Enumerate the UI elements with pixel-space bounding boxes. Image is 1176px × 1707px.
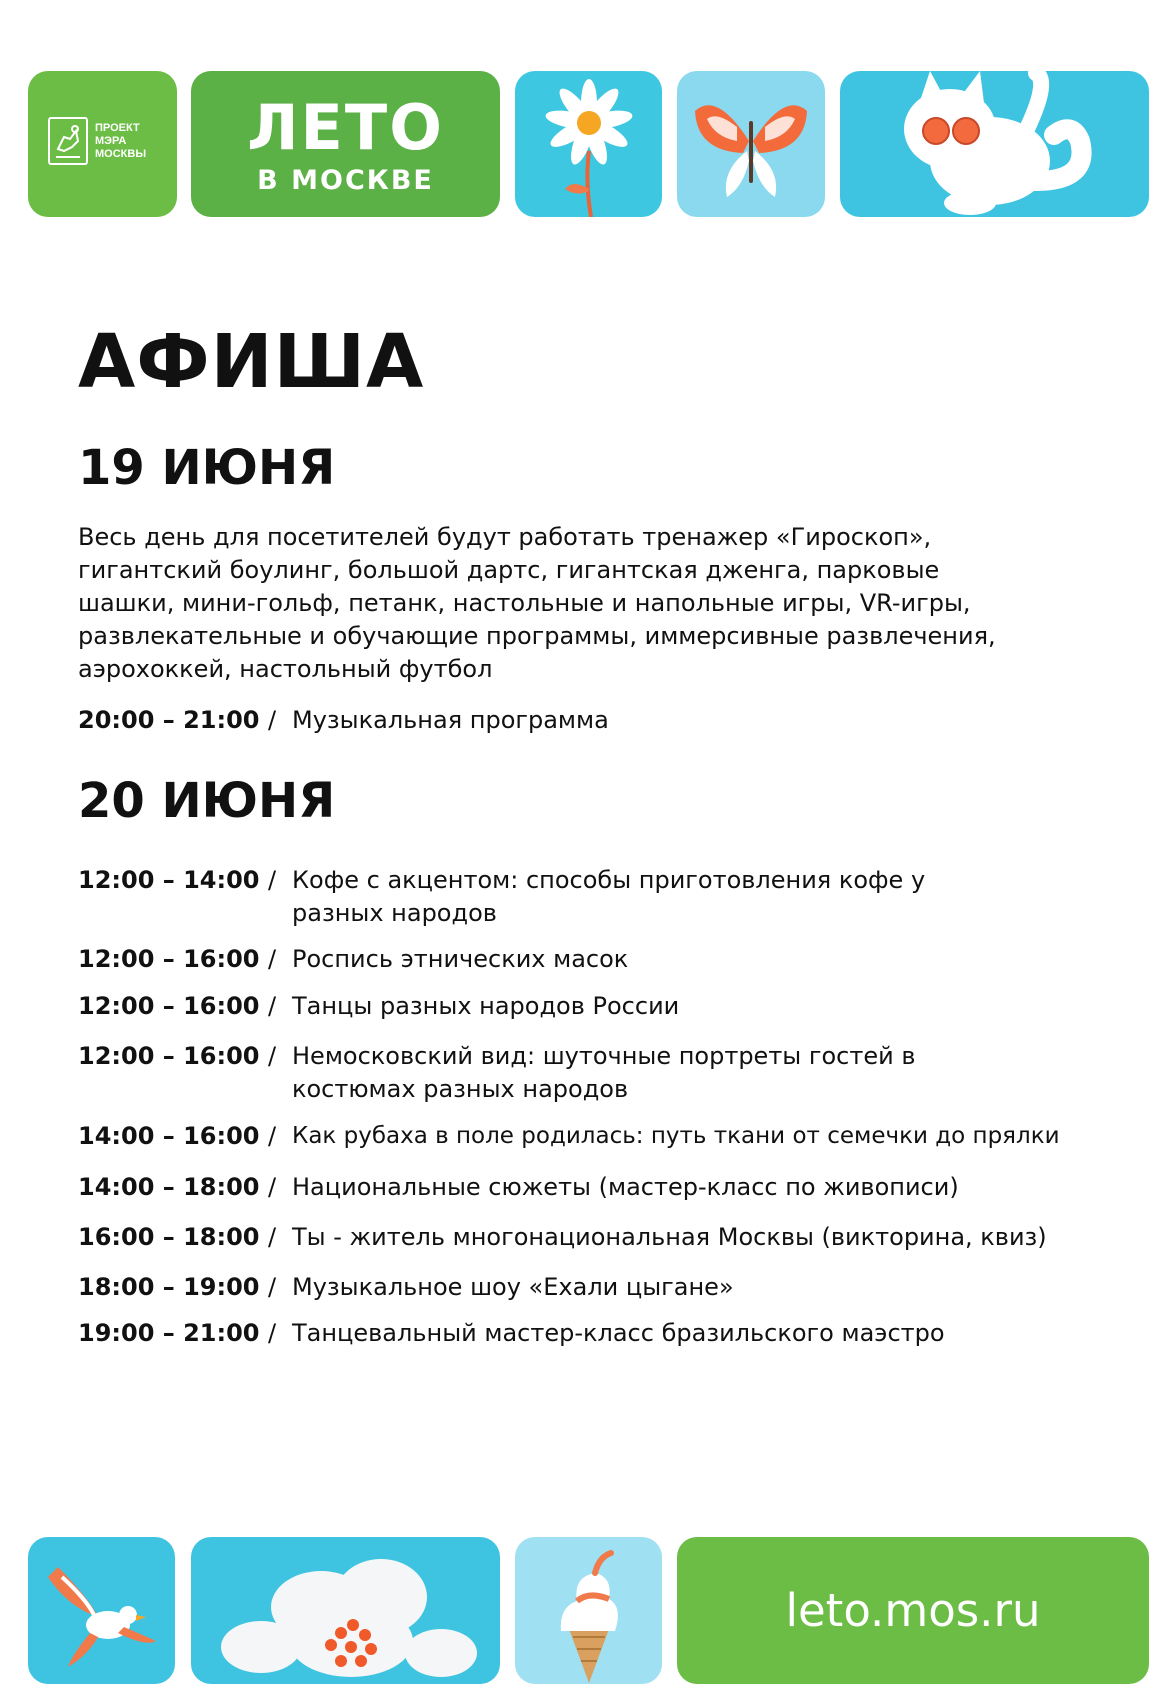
schedule-row: [78, 1120, 1176, 1153]
schedule-row: [78, 1271, 1122, 1304]
schedule-row: [78, 990, 1122, 1023]
event-title: Роспись этнических масок: [292, 945, 629, 973]
cat-tile: [840, 71, 1149, 217]
event-title: Музыкальное шоу «Ехали цыгане»: [292, 1273, 734, 1301]
flower-icon: [191, 1537, 500, 1684]
separator: /: [268, 866, 277, 894]
separator: /: [268, 706, 277, 734]
event-title: Танцы разных народов России: [292, 992, 680, 1020]
event-time: 19:00 – 21:00: [78, 1319, 260, 1347]
event-time: 20:00 – 21:00: [78, 706, 260, 734]
separator: /: [268, 1223, 277, 1251]
ice-cream-tile: [515, 1537, 662, 1684]
logo-line-1: ПРОЕКТ: [95, 121, 140, 134]
separator: /: [268, 1273, 277, 1301]
schedule-row: [78, 1221, 1122, 1254]
daisy-icon: [515, 71, 662, 217]
event-title: Музыкальная программа: [292, 706, 609, 734]
logo-text: [95, 122, 146, 161]
day-1-heading: 19 ИЮНЯ: [78, 440, 336, 496]
event-title: Танцевальный мастер-класс бразильского маэстро: [292, 1319, 945, 1347]
daisy-tile: [515, 71, 662, 217]
event-time: 18:00 – 19:00: [78, 1273, 260, 1301]
separator: /: [268, 945, 277, 973]
ice-cream-icon: [515, 1537, 662, 1684]
logo-line-3: МОСКВЫ: [95, 147, 147, 160]
separator: /: [268, 1173, 277, 1201]
event-title: Ты - житель многонациональная Москвы (викторина, квиз): [292, 1223, 1047, 1251]
separator: /: [268, 992, 277, 1020]
cat-with-sunglasses-icon: [840, 71, 1149, 217]
schedule-row: [78, 704, 1122, 737]
website-url[interactable]: leto.mos.ru: [785, 1584, 1041, 1637]
event-time: 16:00 – 18:00: [78, 1223, 260, 1251]
schedule-row: [78, 943, 1122, 976]
event-title: Как рубаха в поле родилась: путь ткани от семечки до прялки: [292, 1123, 1060, 1149]
bird-icon: [28, 1537, 175, 1684]
schedule-row: [78, 1317, 1122, 1350]
separator: /: [268, 1042, 277, 1070]
mayor-project-logo: [28, 71, 177, 217]
brand-banner: [191, 71, 500, 217]
event-title: Немосковский вид: шуточные портреты гостей в костюмах разных народов: [292, 1042, 916, 1103]
event-time: 12:00 – 16:00: [78, 1042, 260, 1070]
event-title: Национальные сюжеты (мастер-класс по живописи): [292, 1173, 959, 1201]
event-time: 14:00 – 16:00: [78, 1122, 260, 1150]
logo-line-2: МЭРА: [95, 134, 127, 147]
brand-subtitle: В МОСКВЕ: [257, 165, 434, 196]
page-title: АФИША: [78, 319, 425, 405]
bird-tile: [28, 1537, 175, 1684]
flower-tile: [191, 1537, 500, 1684]
schedule-row: [78, 1040, 972, 1106]
butterfly-tile: [677, 71, 825, 217]
day-1-intro: Весь день для посетителей будут работать тренажер «Гироскоп», гигантский боулинг, большой дартс, гигантская дженга, парковые шашки, мини-гольф, петанк, настольные и напольные игры, VR-игры, развлекательные и обучающие программы, иммерсивные развлечения, аэрохоккей, настольный футбол: [78, 523, 996, 683]
website-url-tile[interactable]: [677, 1537, 1149, 1684]
event-time: 12:00 – 14:00: [78, 866, 260, 894]
event-title: Кофе с акцентом: способы приготовления кофе у разных народов: [292, 866, 926, 927]
event-time: 12:00 – 16:00: [78, 945, 260, 973]
schedule-row: [78, 864, 992, 930]
separator: /: [268, 1122, 277, 1150]
butterfly-icon: [677, 71, 825, 217]
event-time: 12:00 – 16:00: [78, 992, 260, 1020]
schedule-row: [78, 1171, 1122, 1204]
day-2-heading: 20 ИЮНЯ: [78, 773, 336, 829]
moscow-crest-icon: [48, 117, 88, 165]
brand-title: ЛЕТО: [247, 91, 444, 164]
separator: /: [268, 1319, 277, 1347]
event-time: 14:00 – 18:00: [78, 1173, 260, 1201]
